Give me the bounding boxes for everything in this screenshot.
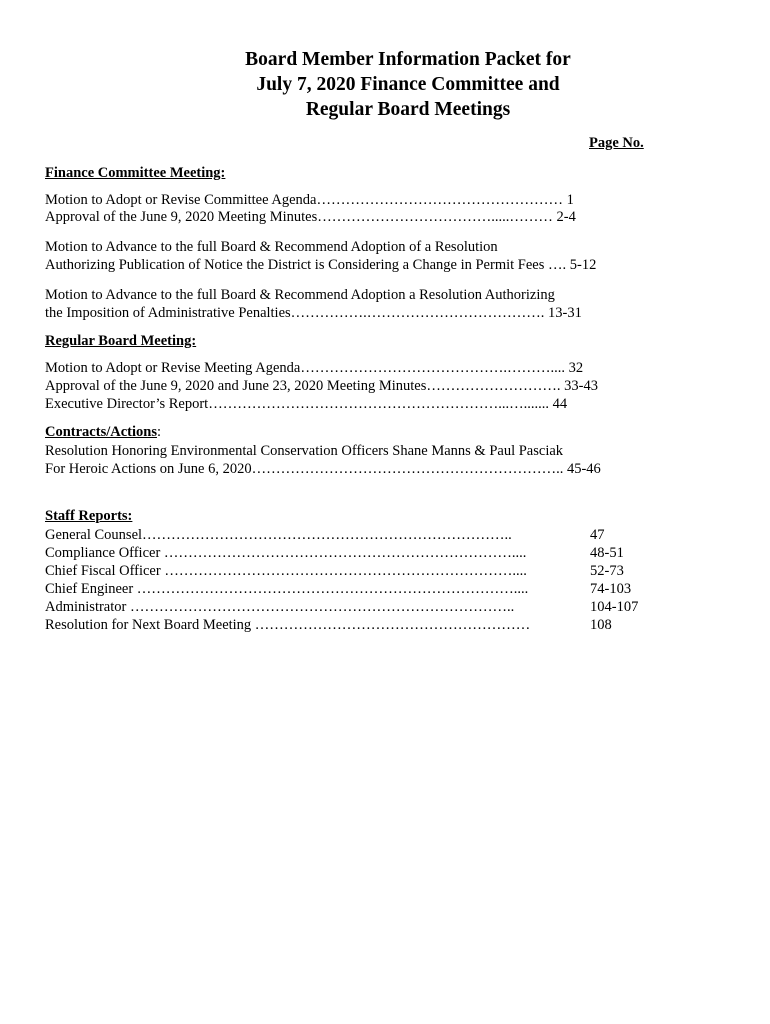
finance-item-3b: Authorizing Publication of Notice the District is Considering a Change in Permit Fees …. 5-12 <box>45 257 597 273</box>
page-no-header: Page No. <box>589 135 644 151</box>
staff-item-label: Chief Fiscal Officer ……………………………………………………………….... <box>45 563 527 579</box>
staff-item-label: Chief Engineer …………………………………………………………………….... <box>45 581 529 597</box>
finance-item-1: Motion to Adopt or Revise Committee Agenda…………………………………………… 1 <box>45 192 574 208</box>
staff-item-page: 47 <box>590 527 605 543</box>
contracts-item-1a: Resolution Honoring Environmental Conservation Officers Shane Manns & Paul Pasciak <box>45 443 564 459</box>
finance-item-4b: the Imposition of Administrative Penalties…………….………………………………. 13-31 <box>45 305 582 321</box>
contracts-heading <box>45 424 161 441</box>
staff-item-page: 52-73 <box>590 563 624 579</box>
staff-item-label: General Counsel………………………………………………………………….. <box>45 527 512 543</box>
staff-item-page: 104-107 <box>590 599 639 615</box>
regular-item-1: Motion to Adopt or Revise Meeting Agenda…………………………………….……….... 32 <box>45 360 584 376</box>
contracts-item-1b: For Heroic Actions on June 6, 2020……………………………………………………….. 45-46 <box>45 461 601 477</box>
staff-item-page: 74-103 <box>590 581 632 597</box>
finance-item-3a: Motion to Advance to the full Board & Recommend Adoption of a Resolution <box>45 239 498 255</box>
title-line-2: July 7, 2020 Finance Committee and <box>256 74 560 95</box>
finance-item-2: Approval of the June 9, 2020 Meeting Minutes……………………………….....……… 2-4 <box>45 209 576 225</box>
staff-item-label: Resolution for Next Board Meeting ………………………………………………… <box>45 617 531 633</box>
contracts-heading-colon: : <box>156 424 161 440</box>
finance-item-4a: Motion to Advance to the full Board & Recommend Adoption a Resolution Authorizing <box>45 287 555 303</box>
staff-item-label: Compliance Officer ……………………………………………………………….... <box>45 545 527 561</box>
title-line-1: Board Member Information Packet for <box>245 49 571 70</box>
document-title <box>0 47 770 122</box>
regular-heading: Regular Board Meeting: <box>45 333 197 349</box>
contracts-heading-label: Contracts/Actions <box>45 424 157 440</box>
staff-item-page: 108 <box>590 617 612 633</box>
staff-heading: Staff Reports: <box>45 508 133 524</box>
regular-item-3: Executive Director’s Report……………………………………………………...…....... 44 <box>45 396 568 412</box>
staff-item-label: Administrator …………………………………………………………………….. <box>45 599 515 615</box>
title-line-3: Regular Board Meetings <box>305 99 511 120</box>
staff-item-page: 48-51 <box>590 545 624 561</box>
regular-item-2: Approval of the June 9, 2020 and June 23, 2020 Meeting Minutes………………………. 33-43 <box>45 378 598 394</box>
finance-heading: Finance Committee Meeting: <box>45 165 226 181</box>
